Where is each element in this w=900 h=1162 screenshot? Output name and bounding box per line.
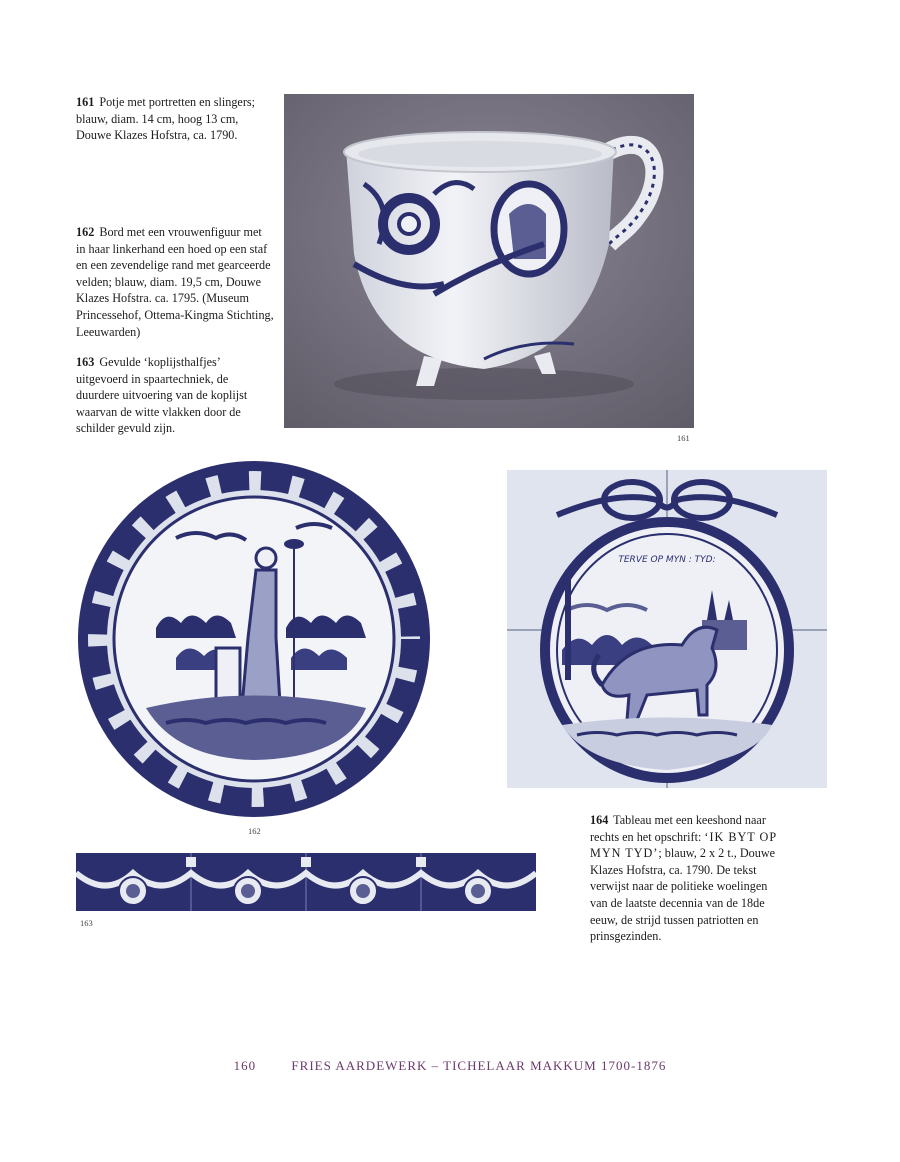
photo-border-tiles-163 bbox=[76, 853, 536, 911]
caption-text: Gevulde ‘koplijsthalfjes’ uitgevoerd in spaartechniek, de duurdere uitvoering van de koplijst waarvan de witte vlakken door de schilder gevuld zijn. bbox=[76, 355, 248, 436]
photo-tableau-164 bbox=[507, 470, 827, 788]
photo-pot-161 bbox=[284, 94, 694, 428]
caption-text: Potje met portretten en slingers; blauw, diam. 14 cm, hoog 13 cm, Douwe Klazes Hofstra, ca. 1790. bbox=[76, 95, 256, 143]
caption-text: Tableau met een keeshond naar rechts en het opschrift: bbox=[590, 813, 766, 844]
page-number: 160 bbox=[233, 1058, 257, 1073]
caption-number: 162 bbox=[76, 225, 95, 239]
photo-plate-162 bbox=[76, 458, 432, 820]
caption-number: 164 bbox=[590, 813, 609, 827]
page-footer bbox=[0, 1058, 900, 1074]
caption-text: ; blauw, 2 x 2 t., Douwe Klazes Hofstra, ca. 1790. De tekst verwijst naar de politieke woelingen van de laatste decennia van de 18de eeuw, de strijd tussen patriotten en prinsgezinden. bbox=[590, 846, 776, 944]
running-title: FRIES AARDEWERK – TICHELAAR MAKKUM 1700-1876 bbox=[291, 1058, 667, 1073]
figure-label-161: 161 bbox=[677, 433, 690, 443]
tile-inscription: TERVE OP MYN : TYD: bbox=[618, 555, 716, 565]
caption-162 bbox=[76, 224, 274, 340]
caption-text: Bord met een vrouwenfiguur met in haar linkerhand een hoed op een staf en een zevendelige rand met gearceerde velden; blauw, diam. 19,5 cm, Douwe Klazes Hofstra. ca. 1795. (Museum Princessehof, Ottema-Kingma Stichting, Leeuwarden) bbox=[76, 225, 274, 339]
caption-164 bbox=[590, 812, 785, 945]
caption-163 bbox=[76, 354, 274, 437]
caption-quote: ‘IK BYT OP MYN TYD’ bbox=[590, 829, 777, 861]
caption-number: 161 bbox=[76, 95, 95, 109]
figure-label-163: 163 bbox=[80, 918, 93, 928]
caption-161 bbox=[76, 94, 276, 144]
figure-label-162: 162 bbox=[248, 826, 261, 836]
caption-number: 163 bbox=[76, 355, 95, 369]
